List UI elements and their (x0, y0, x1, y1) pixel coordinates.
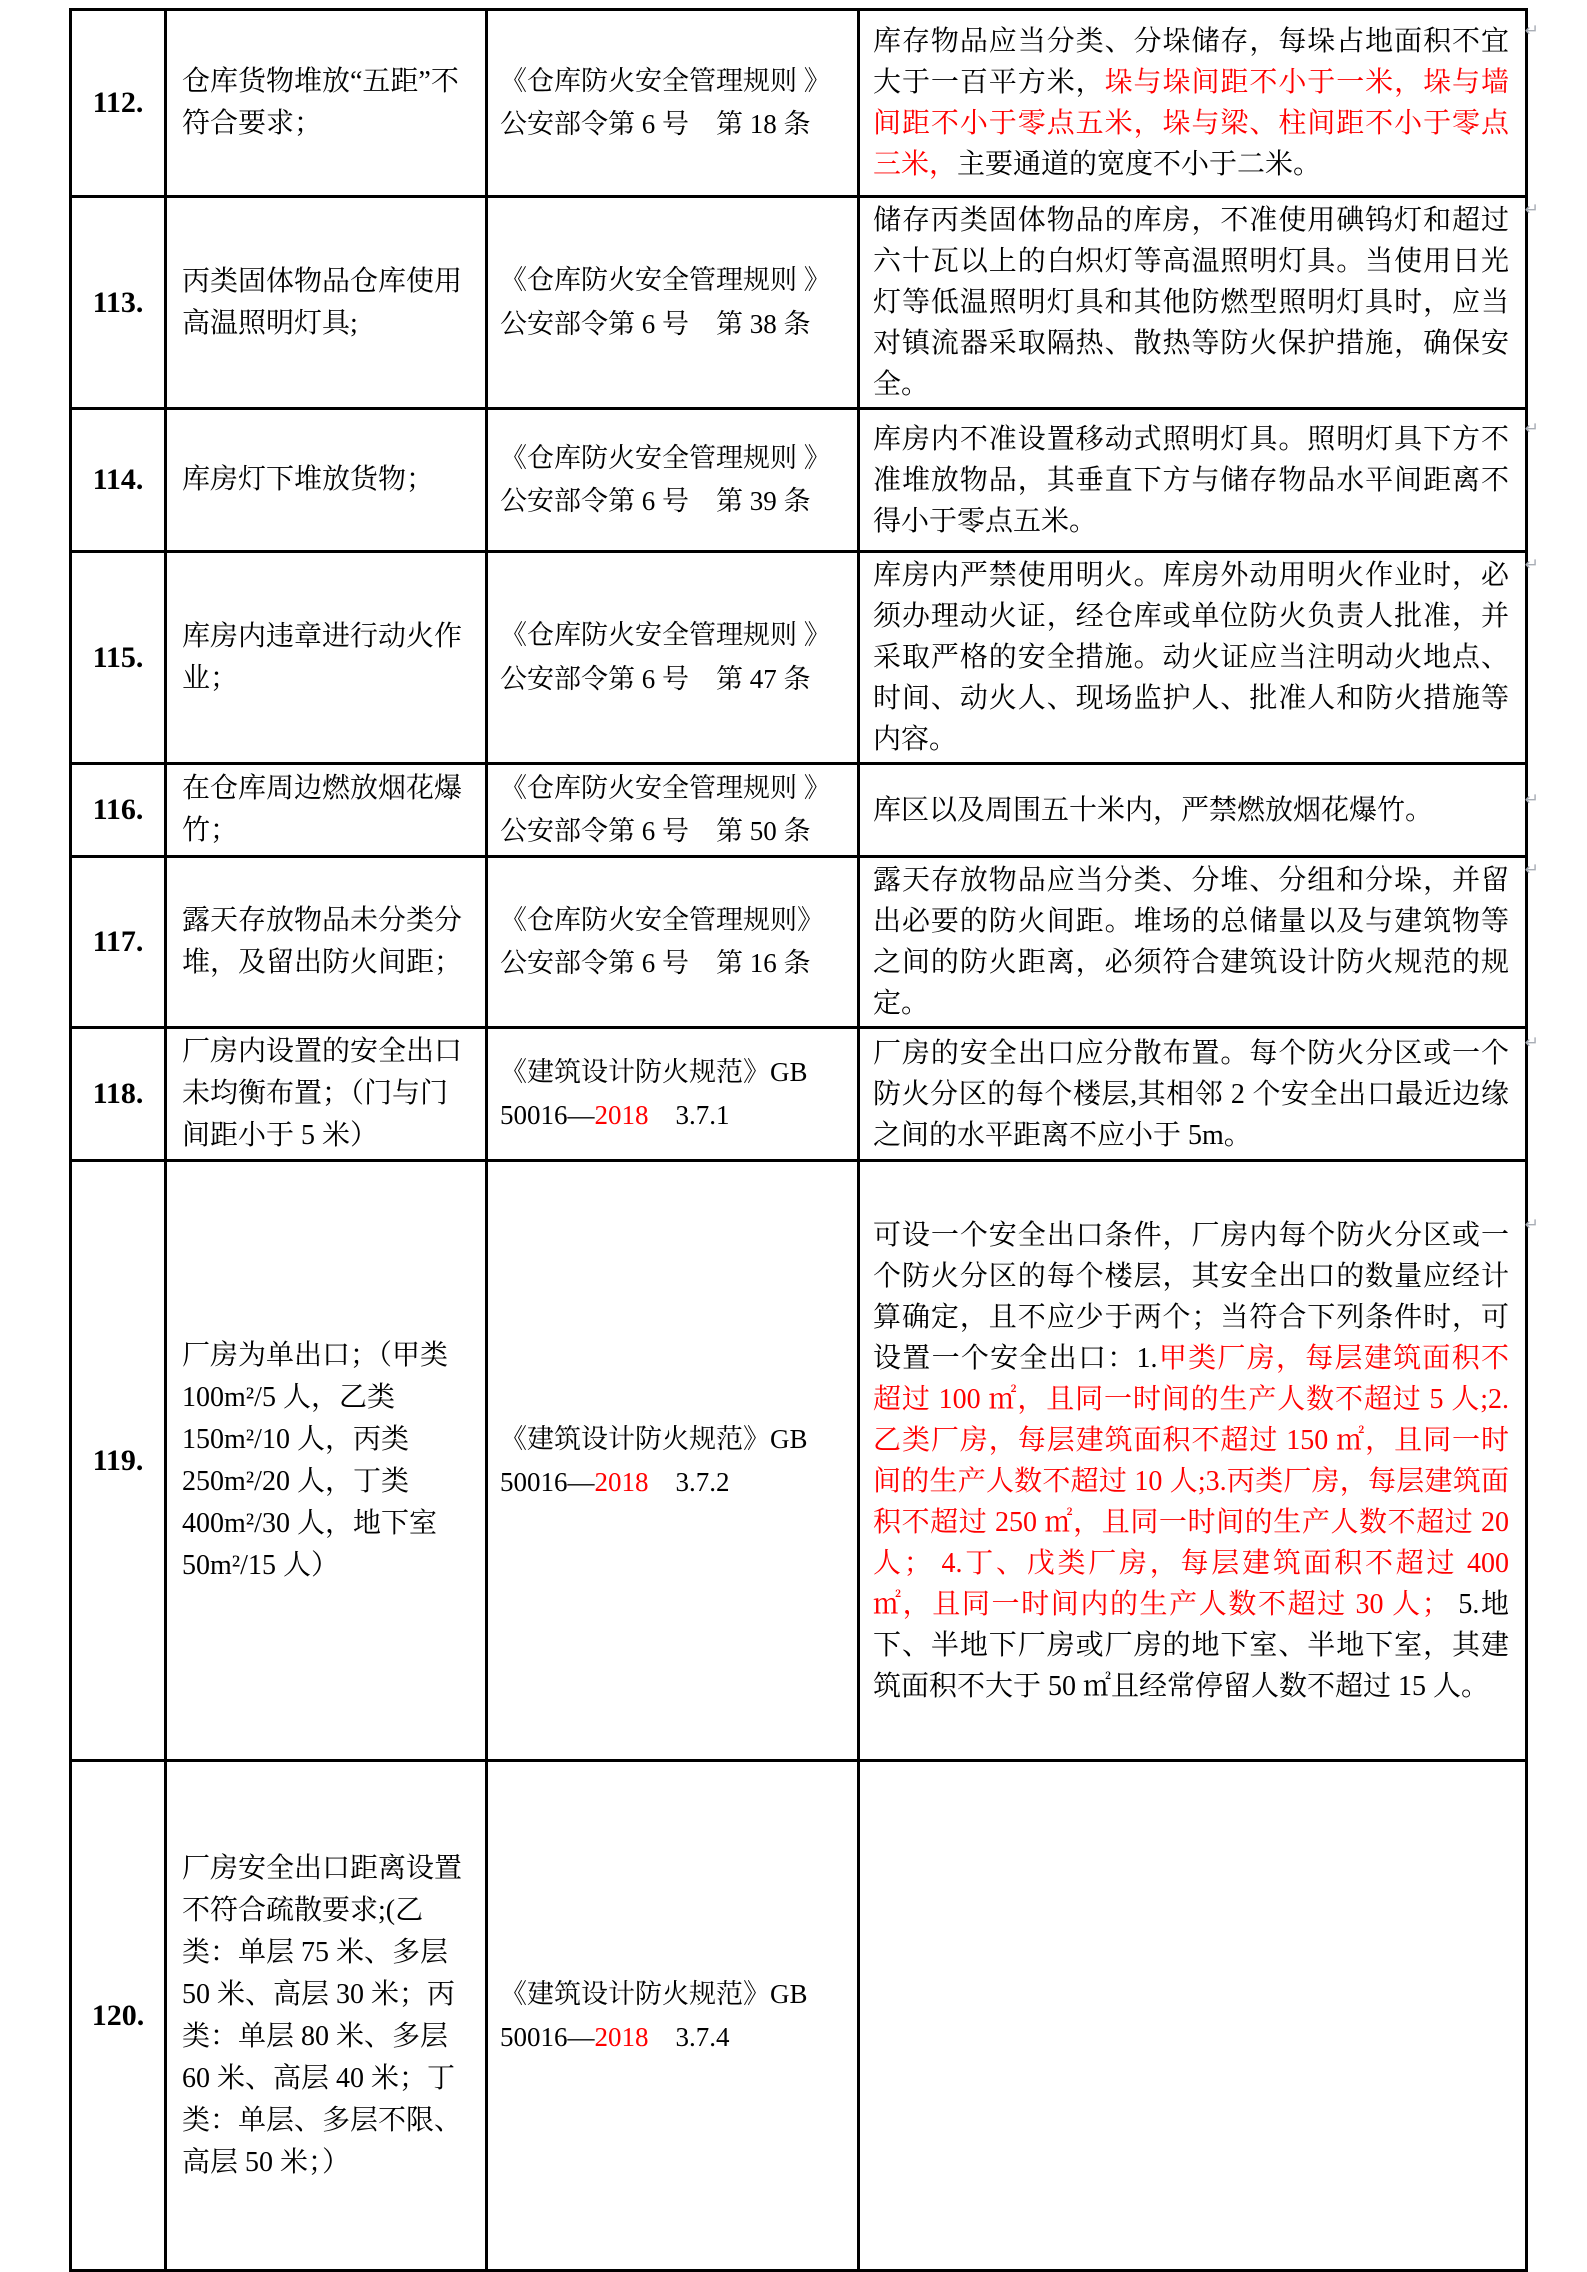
regulation-reference-cell (487, 552, 859, 764)
regulation-detail-text (873, 21, 1539, 185)
regulation-reference-line (500, 767, 849, 810)
body-text: 5.地下、半地下厂房或厂房的地下室、半地下室，其建筑面积不大于 50 ㎡且经常停留人数不超过 15 人。 (873, 1588, 1509, 1702)
paragraph-mark-icon: ↵ (1524, 789, 1539, 810)
regulation-detail-cell (859, 1761, 1527, 2271)
body-text: 可设一个安全出口条件，厂房内每个防火分区或一个防火分区的每个楼层，其安全出口的数量应经计算确定，且不应少于两个；当符合下列条件时，可设置一个安全出口：1. (873, 1219, 1509, 1374)
regulation-reference-line (500, 303, 849, 346)
body-text: 公安部令第 6 号 第 18 条 (500, 109, 811, 139)
body-text: 《建筑设计防火规范》GB (500, 1057, 808, 1088)
regulation-detail-cell (859, 552, 1539, 764)
body-text: 《建筑设计防火规范》GB (500, 1978, 808, 2009)
regulation-reference-line (500, 437, 849, 480)
regulation-reference-cell (487, 1161, 859, 1761)
row-number: 120. (71, 1761, 166, 2271)
regulation-reference-line (500, 942, 849, 985)
regulation-detail-text (873, 555, 1539, 760)
regulation-reference-cell (487, 197, 859, 409)
row-number: 117. (71, 857, 166, 1028)
body-text: 《仓库防火安全管理规则 》 (500, 773, 831, 803)
hazard-issue-cell: 仓库货物堆放“五距”不符合要求； (166, 10, 487, 197)
row-number: 113. (71, 197, 166, 409)
paragraph-mark-icon: ↵ (1524, 860, 1539, 881)
hazard-issue-cell: 库房灯下堆放货物； (166, 409, 487, 552)
table-row (71, 1028, 1527, 1161)
regulation-detail-text (873, 860, 1539, 1024)
regulation-reference-line (500, 1461, 849, 1504)
table-row (71, 857, 1527, 1028)
row-number: 112. (71, 10, 166, 197)
paragraph-mark-icon: ↵ (1524, 1032, 1539, 1053)
regulation-reference-line (500, 2016, 849, 2059)
body-text: 《仓库防火安全管理规则 》 (500, 620, 831, 651)
body-text: 50016— (500, 1100, 595, 1131)
regulation-reference-cell (487, 1028, 859, 1161)
body-text: 公安部令第 6 号 第 16 条 (500, 948, 811, 979)
paragraph-mark-icon: ↵ (1524, 200, 1539, 220)
body-text: 库房内严禁使用明火。库房外动用明火作业时，必须办理动火证，经仓库或单位防火负责人批准，并采取严格的安全措施。动火证应当注明动火地点、时间、动火人、现场监护人、批准人和防火措施等内容。 (873, 560, 1509, 755)
table-row (71, 409, 1527, 552)
regulation-detail-text (873, 1214, 1539, 1707)
body-text: 厂房的安全出口应分散布置。每个防火分区或一个防火分区的每个楼层,其相邻 2 个安全出口最近边缘之间的水平距离不应小于 5m。 (873, 1037, 1509, 1151)
hazard-issue-cell: 库房内违章进行动火作业； (166, 552, 487, 764)
regulation-detail-cell (859, 857, 1539, 1028)
body-text: 公安部令第 6 号 第 47 条 (500, 663, 811, 694)
hazard-issue-cell: 厂房安全出口距离设置不符合疏散要求;(乙类：单层 75 米、多层 50 米、高层 30 米；丙类：单层 80 米、多层 60 米、高层 40 米；丁类：单层、多层不限、高层 50 米；） (166, 1761, 487, 2271)
regulation-reference-line (500, 103, 849, 146)
hazard-issue-cell: 露天存放物品未分类分堆，及留出防火间距； (166, 857, 487, 1028)
table-body (71, 10, 1539, 2271)
highlighted-red-text: 垛与垛间距不小于一米，垛与墙间距不小于零点五米，垛与梁、柱间距不小于零点三米， (873, 67, 1509, 180)
regulation-detail-cell (859, 409, 1539, 552)
table-row (71, 197, 1527, 409)
regulation-detail-cell (859, 197, 1539, 409)
body-text: 3.7.2 (648, 1466, 730, 1497)
row-number: 118. (71, 1028, 166, 1161)
body-text: 《仓库防火安全管理规则》 (500, 905, 824, 936)
regulation-detail-text (873, 789, 1539, 831)
regulation-reference-line (500, 259, 849, 302)
regulation-reference-line (500, 1418, 849, 1461)
regulation-reference-line (500, 810, 849, 853)
regulation-detail-text (873, 1032, 1539, 1156)
regulation-reference-line (500, 480, 849, 523)
row-number: 119. (71, 1161, 166, 1761)
table-row (71, 1761, 1527, 2271)
row-number: 115. (71, 552, 166, 764)
regulation-reference-cell (487, 1761, 859, 2271)
regulation-reference-line (500, 1973, 849, 2016)
highlighted-red-text: 2018 (594, 1100, 649, 1131)
hazard-issue-cell: 厂房内设置的安全出口未均衡布置；（门与门间距小于 5 米） (166, 1028, 487, 1161)
regulation-reference-line (500, 1051, 849, 1094)
row-number: 116. (71, 764, 166, 857)
paragraph-mark-icon: ↵ (1524, 555, 1539, 575)
body-text: 50016— (500, 1466, 595, 1497)
paragraph-mark-icon: ↵ (1524, 21, 1539, 41)
regulation-reference-cell (487, 10, 859, 197)
regulation-detail-cell (859, 1028, 1539, 1161)
highlighted-red-text: 甲类厂房，每层建筑面积不超过 100 ㎡，且同一时间的生产人数不超过 5 人;2.乙类厂房，每层建筑面积不超过 150 ㎡，且同一时间的生产人数不超过 10 人;3.丙类厂房，每层建筑面积不超过 250 ㎡，且同一时间的生产人数不超过 20 人； 4.丁、戊类厂房，每层建筑面积不超过 400 ㎡，且同一时间内的生产人数不超过 30 人； (873, 1342, 1509, 1620)
hazard-issue-cell: 在仓库周边燃放烟花爆竹； (166, 764, 487, 857)
body-text: 库区以及周围五十米内，严禁燃放烟花爆竹。 (873, 794, 1434, 826)
regulations-table-container (69, 8, 1539, 2272)
regulation-detail-cell (859, 10, 1539, 197)
highlighted-red-text: 2018 (594, 2021, 649, 2052)
regulation-reference-cell (487, 764, 859, 857)
body-text: 库存物品应当分类、分垛储存，每垛占地面积不宜大于一百平方米， (873, 26, 1509, 98)
regulation-reference-cell (487, 857, 859, 1028)
body-text: 储存丙类固体物品的库房，不准使用碘钨灯和超过六十瓦以上的白炽灯等高温照明灯具。当使用日光灯等低温照明灯具和其他防燃型照明灯具时，应当对镇流器采取隔热、散热等防火保护措施，确保安全。 (873, 205, 1509, 400)
body-text: 露天存放物品应当分类、分堆、分组和分垛，并留出必要的防火间距。堆场的总储量以及与建筑物等之间的防火距离，必须符合建筑设计防火规范的规定。 (873, 865, 1509, 1020)
regulation-reference-line (500, 1094, 849, 1137)
highlighted-red-text: 2018 (594, 1466, 649, 1497)
regulation-detail-text (873, 418, 1539, 542)
paragraph-mark-icon: ↵ (1524, 1214, 1539, 1235)
regulation-reference-line (500, 614, 849, 657)
regulation-reference-line (500, 60, 849, 103)
body-text: 公安部令第 6 号 第 50 条 (500, 816, 811, 847)
regulation-reference-line (500, 899, 849, 942)
body-text: 《仓库防火安全管理规则 》 (500, 265, 831, 296)
body-text: 《仓库防火安全管理规则 》 (500, 442, 831, 473)
regulation-detail-text (873, 200, 1539, 405)
table-row (71, 552, 1527, 764)
paragraph-mark-icon: ↵ (1524, 418, 1539, 439)
table-row (71, 1161, 1527, 1761)
regulation-reference-cell (487, 409, 859, 552)
regulation-detail-cell (859, 1161, 1539, 1761)
fire-safety-regulations-table (69, 8, 1539, 2272)
hazard-issue-cell: 丙类固体物品仓库使用高温照明灯具; (166, 197, 487, 409)
body-text: 50016— (500, 2021, 595, 2052)
body-text: 《建筑设计防火规范》GB (500, 1423, 808, 1454)
body-text: 3.7.1 (648, 1100, 730, 1131)
body-text: 库房内不准设置移动式照明灯具。照明灯具下方不准堆放物品，其垂直下方与储存物品水平间距离不得小于零点五米。 (873, 423, 1509, 537)
body-text: 《仓库防火安全管理规则 》 (500, 65, 831, 96)
regulation-reference-line (500, 658, 849, 701)
body-text: 3.7.4 (648, 2021, 730, 2052)
table-row (71, 764, 1527, 857)
body-text: 公安部令第 6 号 第 38 条 (500, 308, 811, 339)
table-row (71, 10, 1527, 197)
body-text: 主要通道的宽度不小于二米。 (957, 149, 1322, 180)
body-text: 公安部令第 6 号 第 39 条 (500, 486, 811, 516)
hazard-issue-cell: 厂房为单出口；（甲类100m²/5 人，乙类150m²/10 人，丙类250m²/20 人，丁类400m²/30 人，地下室50m²/15 人） (166, 1161, 487, 1761)
row-number: 114. (71, 409, 166, 552)
regulation-detail-cell (859, 764, 1539, 857)
